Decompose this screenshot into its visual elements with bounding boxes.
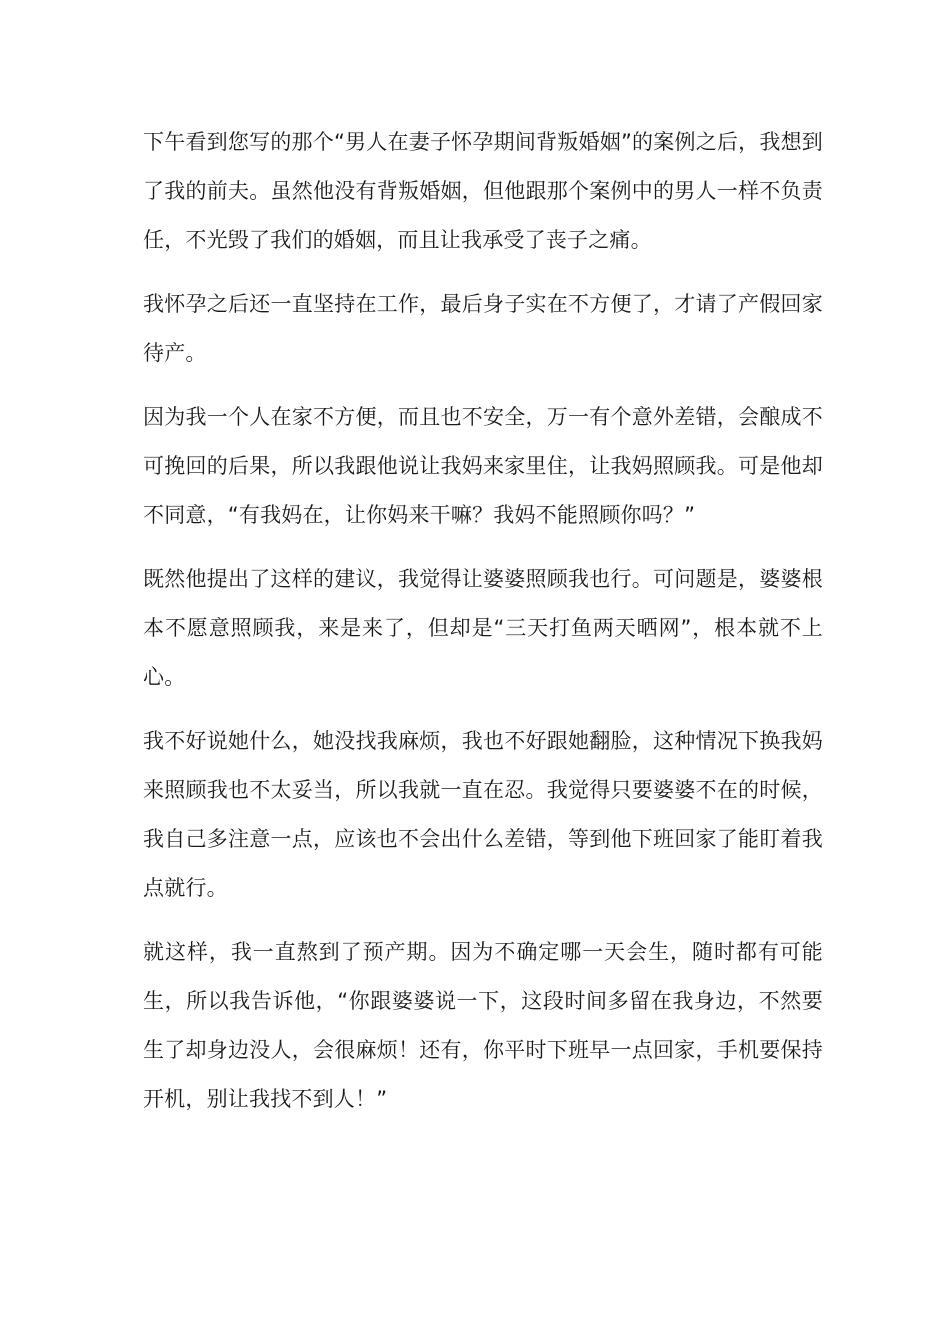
paragraph: 就这样，我一直熬到了预产期。因为不确定哪一天会生，随时都有可能生，所以我告诉他，“你跟婆婆说一下，这段时间多留在我身边，不然要生了却身边没人，会很麻烦！还有，你平时下班早一点回家，手机要保持开机，别让我找不到人！” (143, 940, 823, 1111)
paragraph: 因为我一个人在家不方便，而且也不安全，万一有个意外差错，会酿成不可挽回的后果，所以我跟他说让我妈来家里住，让我妈照顾我。可是他却不同意，“有我妈在，让你妈来干嘛？我妈不能照顾你吗？” (143, 405, 823, 527)
paragraph: 我怀孕之后还一直坚持在工作，最后身子实在不方便了，才请了产假回家待产。 (143, 292, 823, 365)
document-body (143, 118, 823, 1139)
paragraph: 既然他提出了这样的建议，我觉得让婆婆照顾我也行。可问题是，婆婆根本不愿意照顾我，来是来了，但却是“三天打鱼两天晒网”，根本就不上心。 (143, 567, 823, 689)
paragraph: 下午看到您写的那个“男人在妻子怀孕期间背叛婚姻”的案例之后，我想到了我的前夫。虽然他没有背叛婚姻，但他跟那个案例中的男人一样不负责任，不光毁了我们的婚姻，而且让我承受了丧子之痛。 (143, 130, 823, 252)
paragraph: 我不好说她什么，她没找我麻烦，我也不好跟她翻脸，这种情况下换我妈来照顾我也不太妥当，所以我就一直在忍。我觉得只要婆婆不在的时候，我自己多注意一点，应该也不会出什么差错，等到他下班回家了能盯着我点就行。 (143, 729, 823, 900)
